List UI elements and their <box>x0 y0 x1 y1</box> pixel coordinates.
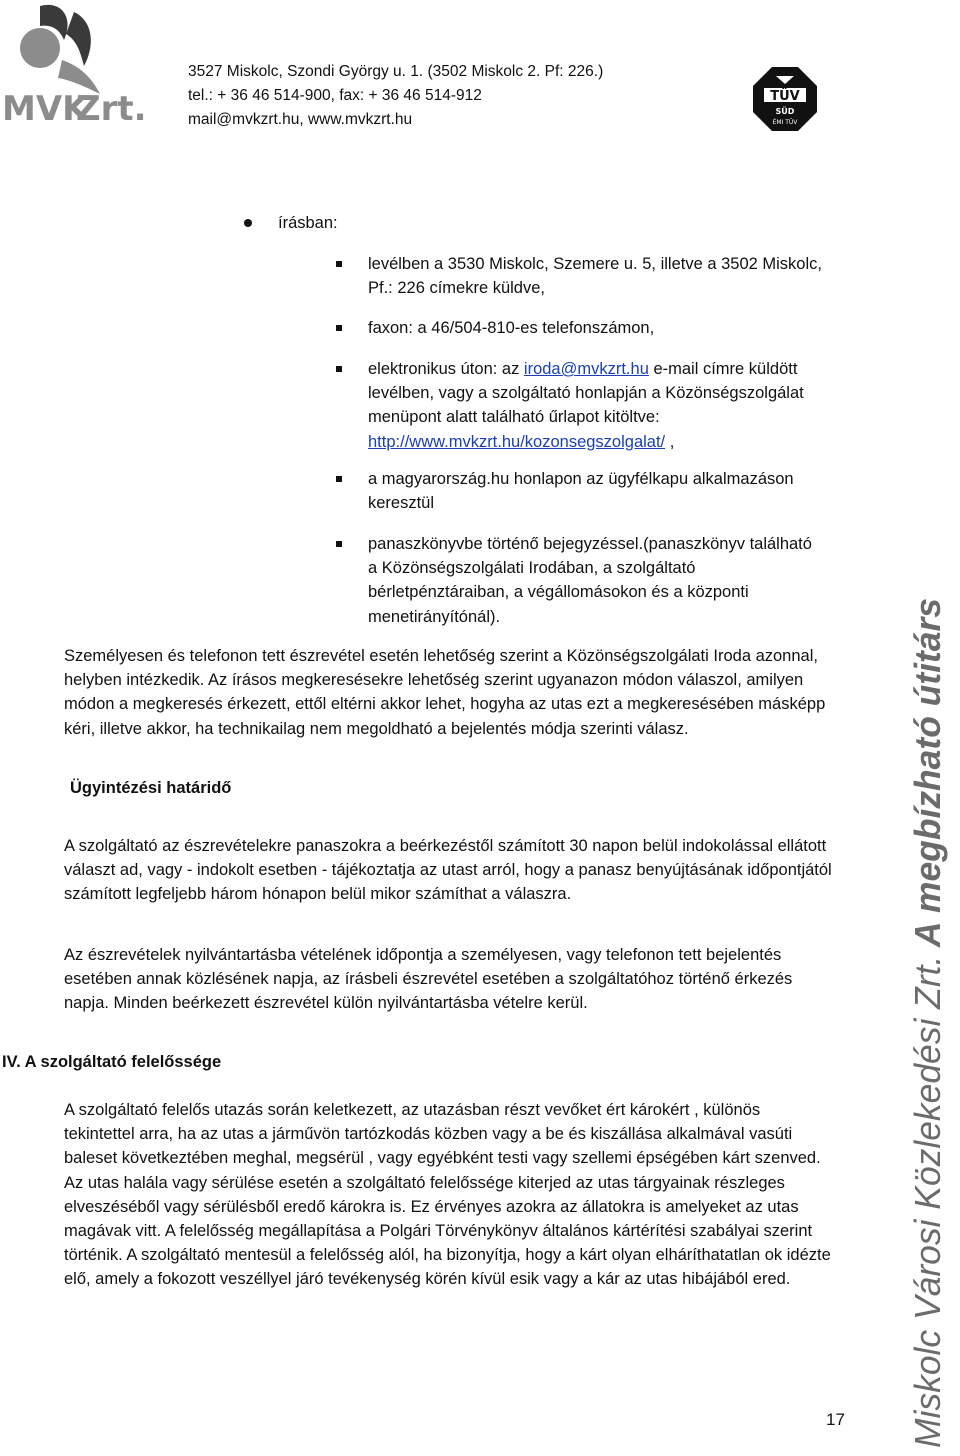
sidebar-slogan <box>900 590 950 1450</box>
svg-text:ÉMI TÜV: ÉMI TÜV <box>772 119 798 126</box>
bullet-square-icon <box>336 541 342 547</box>
logo-text: MVK <box>2 89 89 129</box>
paragraph-deadline-1: A szolgáltató az észrevételekre panaszokra a beérkezéstől számított 30 napon belül indokolással ellátott választ ad, vagy - indokolt esetben - tájékoztatja az utast arról, hogy a panasz benyújtásának időpontjától számított legfeljebb három hónapon belül mikor számíthat a válaszra. <box>64 837 832 904</box>
bullet-square-icon <box>336 261 342 267</box>
sidebar-tagline: A megbízható útitárs <box>907 592 948 948</box>
list-item-ugyfelkapu: a magyarország.hu honlapon az ügyfélkapu alkalmazáson keresztül <box>368 470 794 513</box>
mvk-logo <box>0 0 150 130</box>
header-contact: mail@mvkzrt.hu, www.mvkzrt.hu <box>188 111 413 128</box>
list-item-fax: faxon: a 46/504-810-es telefonszámon, <box>368 319 655 337</box>
sidebar-prefix: Miskolc Városi Közlekedési Zrt. <box>907 947 948 1448</box>
svg-text:TÜV: TÜV <box>770 89 800 104</box>
header-address: 3527 Miskolc, Szondi György u. 1. (3502 Miskolc 2. Pf: 226.) <box>188 63 604 80</box>
paragraph-personal: Személyesen és telefonon tett észrevétel esetén lehetőség szerint a Közönségszolgálati Iroda azonnal, helyben intézkedik. Az írásos megkeresésekre lehetőség szerint ugyanazon módon válaszol, amilyen módon a megkeresés érkezett, ettől eltérni akkor lehet, hogyha az utas ezt a megkeresésében másképp kéri, illetve akkor, ha technikailag nem megoldható a bejelentés módja szerinti válasz. <box>64 647 826 738</box>
header-phone: tel.: + 36 46 514-900, fax: + 36 46 514-912 <box>188 87 482 104</box>
paragraph-liability: A szolgáltató felelős utazás során keletkezett, az utazásban részt vevőket ért károkért , különös tekintettel arra, ha az utas a járművön tartózkodás közben vagy a be és kiszállása alkalmával vasúti baleset következtében meghal, megsérül , vagy egyébként testi vagy szellemi épségében kárt szenved. Az utas halála vagy sérülése esetén a szolgáltató felelőssége kiterjed az utas tárgyainak részleges elveszéséből vagy sérülésből eredő károkra is. Ez érvényes azokra az állatokra is amelyeket az utas magávak vitt. A felelősség megállapítása a Polgári Törvénykönyv általános kártérítési szabályai szerint történik. A szolgáltató mentesül a felelősség alól, ha bizonyítja, hogy a kárt olyan elháríthatatlan ok idézte elő, amely a fokozott veszéllyel járó tevékenység körén kívül esik vagy a kár az utas hibájából ered. <box>64 1101 831 1289</box>
list-item-complaint-book: panaszkönyvbe történő bejegyzéssel.(panaszkönyv található a Közönségszolgálati Irodában, a szolgáltató bérletpénztáraiban, a végállomásokon és a központi menetirányítónál). <box>368 535 812 626</box>
list-item-electronic: elektronikus úton: az iroda@mvkzrt.hu e-mail címre küldött levélben, vagy a szolgáltató honlapján a Közönségszolgálat menüpont alatt található űrlapot kitöltve: http://www.mvkzrt.hu/kozonsegszolgalat/ , <box>368 360 804 451</box>
bullet-square-icon <box>336 325 342 331</box>
svg-text:SÜD: SÜD <box>775 107 795 116</box>
kozonsegszolgalat-link[interactable]: http://www.mvkzrt.hu/kozonsegszolgalat/ <box>368 432 666 451</box>
bullet-dot-icon <box>244 219 252 227</box>
bullet-square-icon <box>336 366 342 372</box>
tuv-certification-badge <box>752 66 818 132</box>
writing-label: írásban: <box>278 214 338 232</box>
svg-text:Miskolc Városi Közlekedési Zrt <box>907 592 948 1448</box>
svg-text:Zrt.: Zrt. <box>76 89 147 129</box>
email-link[interactable]: iroda@mvkzrt.hu <box>523 360 649 378</box>
page-number: 17 <box>826 1410 845 1429</box>
heading-liability: IV. A szolgáltató felelőssége <box>2 1053 222 1071</box>
list-item-mail: levélben a 3530 Miskolc, Szemere u. 5, illetve a 3502 Miskolc, Pf.: 226 címekre küldve, <box>368 255 822 298</box>
bullet-square-icon <box>336 476 342 482</box>
heading-deadline: Ügyintézési határidő <box>70 779 232 797</box>
paragraph-deadline-2: Az észrevételek nyilvántartásba vételének időpontja a személyesen, vagy telefonon tett bejelentés esetében annak közlésének napja, az írásbeli észrevétel esetében a szolgáltatóhoz történő érkezés napja. Minden beérkezett észrevétel külön nyilvántartásba vételre kerül. <box>64 946 793 1013</box>
